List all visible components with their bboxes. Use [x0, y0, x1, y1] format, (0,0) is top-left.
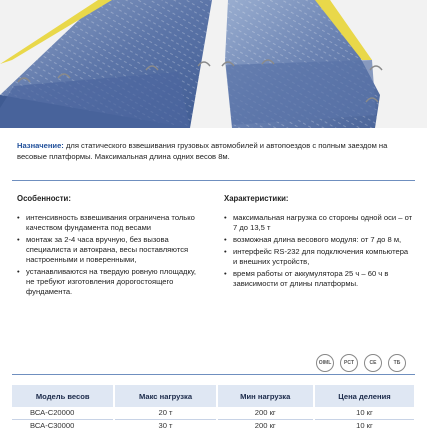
- purpose-text: для статического взвешивания грузовых автомобилей и автопоездов с полным заездом на весовые платформы. Максимальная длина одних весов 8м.: [17, 141, 388, 161]
- header-division: Цена деления: [314, 385, 415, 407]
- list-item: • монтаж за 2-4 часа вручную, без вызова специалиста и автокрана, весы поставляются настроенными и поверенными,: [17, 235, 202, 265]
- features-section: [17, 194, 202, 299]
- header-max-load: Макс нагрузка: [114, 385, 216, 407]
- features-list: [17, 213, 202, 297]
- specs-list: [224, 213, 414, 289]
- list-item: • интенсивность взвешивания ограничена только качеством фундамента под весами: [17, 213, 202, 233]
- divider: [12, 180, 415, 181]
- cell-max-load: 30 т: [114, 419, 216, 430]
- list-item: • максимальная нагрузка со стороны одной оси – от 7 до 13,5 т: [224, 213, 414, 233]
- table-row: [12, 419, 415, 430]
- product-photo: [0, 0, 427, 128]
- table-header-row: [12, 385, 415, 407]
- pct-logo: PCT: [340, 354, 358, 372]
- specs-section: [224, 194, 414, 291]
- table-row: [12, 407, 415, 419]
- list-item: • устанавливаются на твердую ровную площадку, не требуют изготовления дорогостоящего фундамента.: [17, 267, 202, 297]
- features-title: Особенности:: [17, 194, 71, 203]
- cell-model: ВСА-С30000: [12, 419, 114, 430]
- specs-title: Характеристики:: [224, 194, 289, 203]
- list-item: • время работы от аккумулятора 25 ч – 60 ч в зависимости от длины платформы.: [224, 269, 414, 289]
- divider: [12, 374, 415, 375]
- ce-logo: CE: [364, 354, 382, 372]
- header-model: Модель весов: [12, 385, 114, 407]
- purpose-paragraph: [17, 140, 417, 162]
- header-min-load: Мин нагрузка: [217, 385, 314, 407]
- cell-min-load: 200 кг: [217, 407, 314, 419]
- list-item: • возможная длина весового модуля: от 7 до 8 м,: [224, 235, 414, 245]
- cell-max-load: 20 т: [114, 407, 216, 419]
- cell-min-load: 200 кг: [217, 419, 314, 430]
- purpose-label: Назначение:: [17, 141, 64, 150]
- cell-model: ВСА-С20000: [12, 407, 114, 419]
- cell-division: 10 кг: [314, 419, 415, 430]
- list-item: • интерфейс RS-232 для подключения компьютера и внешних устройств,: [224, 247, 414, 267]
- oiml-logo: OIML: [316, 354, 334, 372]
- model-table: [12, 385, 416, 430]
- cell-division: 10 кг: [314, 407, 415, 419]
- tb-logo: ТБ: [388, 354, 406, 372]
- certification-logos: [316, 354, 416, 372]
